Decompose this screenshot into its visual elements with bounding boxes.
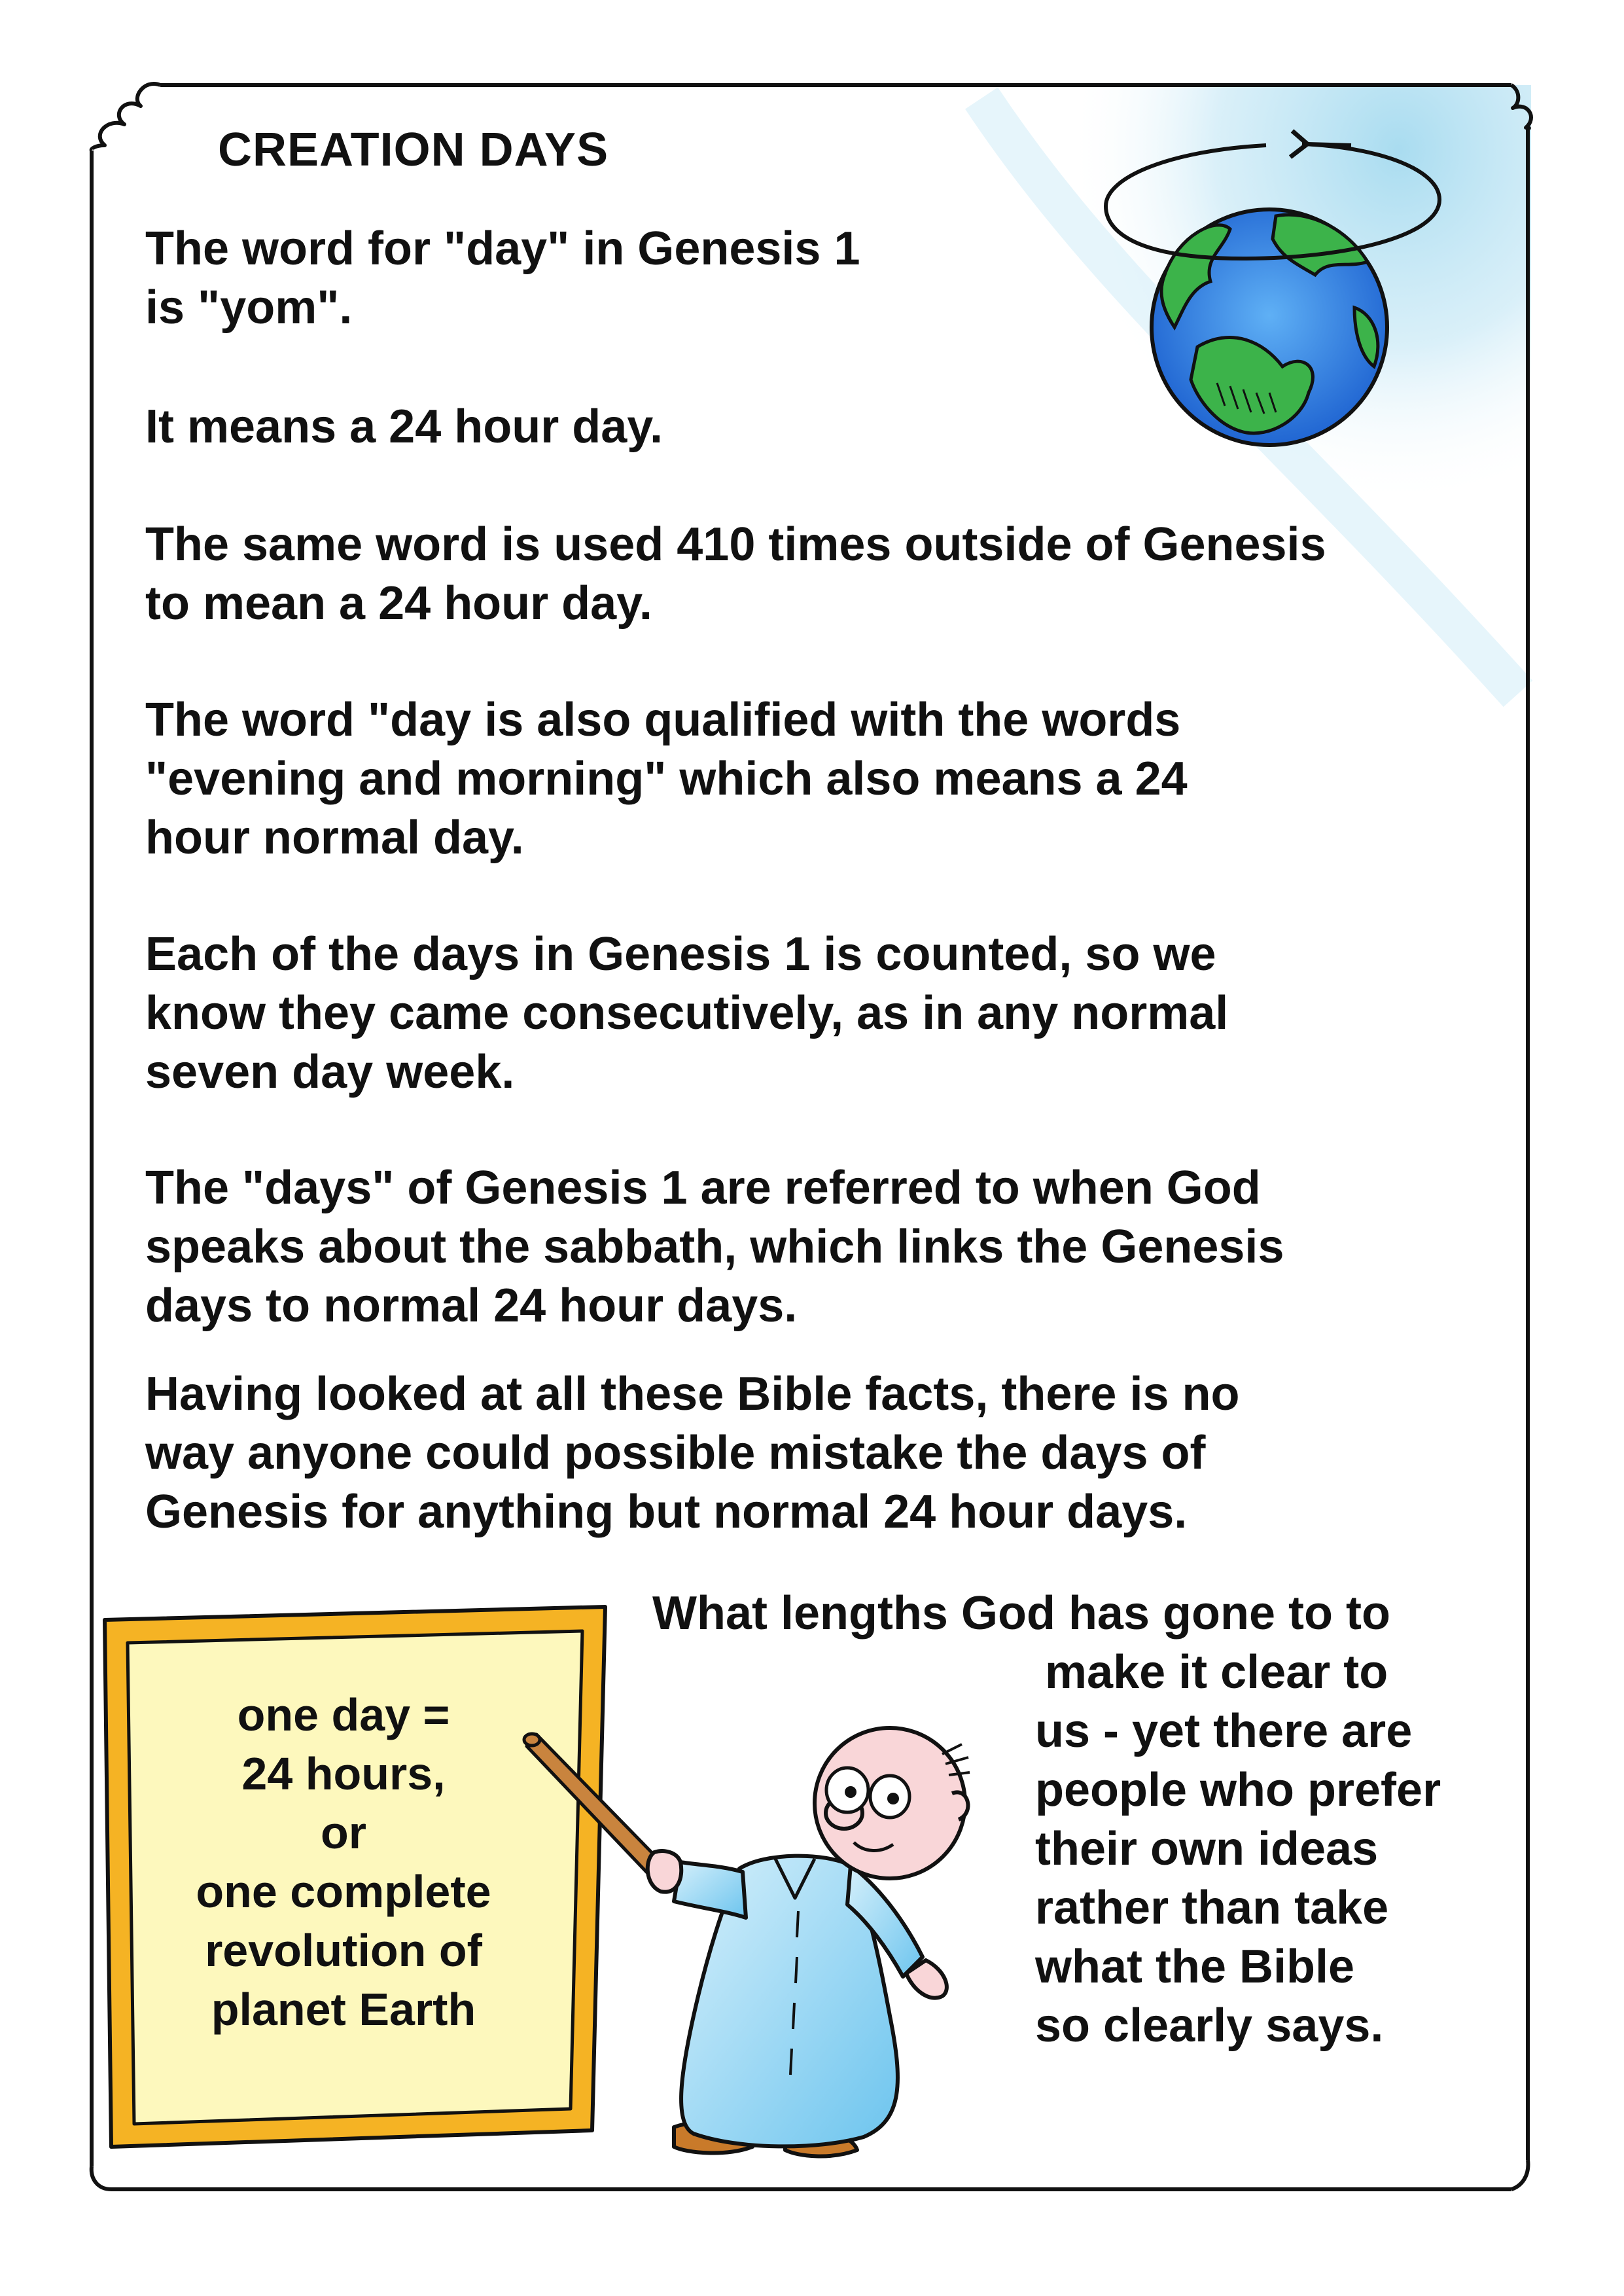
board-line: or <box>321 1807 366 1858</box>
side-text-line: rather than take <box>1035 1882 1389 1934</box>
side-text-line: make it clear to <box>1045 1646 1388 1698</box>
globe-icon <box>1152 209 1387 445</box>
page-title: CREATION DAYS <box>218 124 609 176</box>
board-line: 24 hours, <box>241 1748 446 1799</box>
side-text-line: so clearly says. <box>1035 2000 1384 2052</box>
paragraph-evening-morning: The word "day is also qualified with the words "evening and morning" which also means a 24 hour normal day. <box>145 694 1188 864</box>
teacher-illustration <box>648 1728 970 2156</box>
paragraph-sabbath: The "days" of Genesis 1 are referred to when God speaks about the sabbath, which links the Genesis days to normal 24 hour days. <box>145 1162 1284 1332</box>
side-text-line: What lengths God has gone to to <box>652 1587 1390 1640</box>
paragraph-yom: The word for "day" in Genesis 1 is "yom". <box>145 223 860 334</box>
paragraph-counted-days: Each of the days in Genesis 1 is counted, so we know they came consecutively, as in any normal seven day week. <box>145 928 1229 1098</box>
board-text <box>124 1685 563 2039</box>
side-text-line: their own ideas <box>1035 1823 1379 1875</box>
paragraph-410-times: The same word is used 410 times outside of Genesis to mean a 24 hour day. <box>145 518 1326 630</box>
board-line: planet Earth <box>211 1984 476 2035</box>
side-text-line: us - yet there are <box>1035 1705 1413 1757</box>
board-line: one complete <box>196 1866 491 1917</box>
board-line: revolution of <box>205 1925 482 1976</box>
side-text-line: what the Bible <box>1035 1941 1355 1993</box>
paragraph-24-hour: It means a 24 hour day. <box>145 401 663 453</box>
paragraph-conclusion: Having looked at all these Bible facts, there is no way anyone could possible mistake the days of Genesis for anything but normal 24 hour days. <box>145 1368 1240 1538</box>
board-line: one day = <box>237 1689 450 1740</box>
side-text-line: people who prefer <box>1035 1764 1441 1816</box>
